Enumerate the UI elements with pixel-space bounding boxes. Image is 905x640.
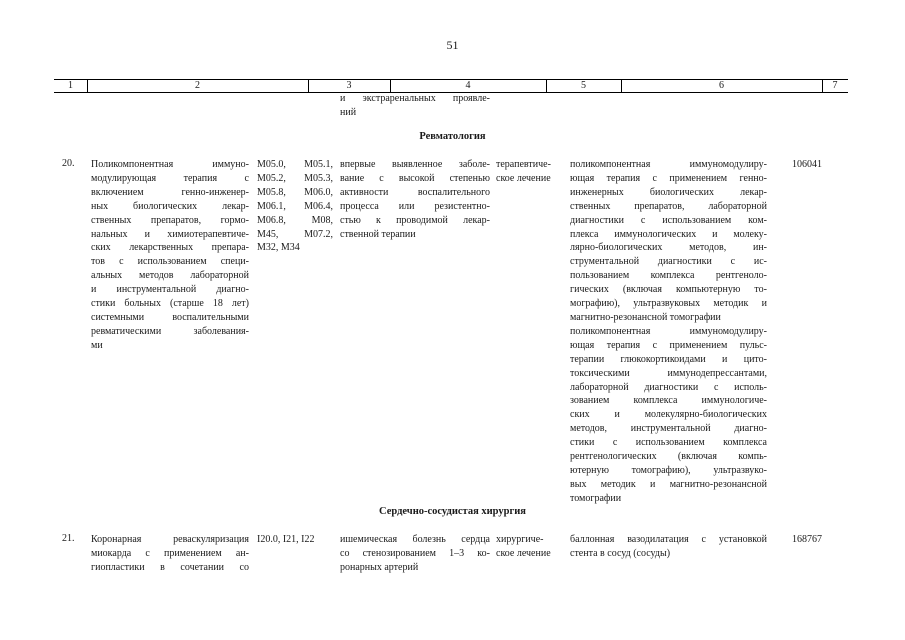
text-line: рентгенологических (включая компь- bbox=[570, 451, 767, 463]
text-line: I20.0, I21, I22 bbox=[257, 534, 315, 545]
text-line: нальных и химиотерапевтиче- bbox=[91, 228, 249, 240]
text-line: 168767 bbox=[792, 534, 822, 545]
text-line: терапевтиче- bbox=[496, 159, 551, 170]
text-line: гических (включая компьютерную то- bbox=[570, 284, 767, 296]
row-20-col4 bbox=[340, 158, 490, 241]
text-line: ственной терапии bbox=[340, 228, 416, 240]
text-line: диагностики с использованием ком- bbox=[570, 214, 767, 226]
text-line: миокарда с применением ан- bbox=[91, 547, 249, 559]
section-title-rheumatology: Ревматология bbox=[419, 131, 486, 142]
text-line: хирургиче- bbox=[496, 534, 544, 545]
text-line: терапии глюкокортикоидами и цито- bbox=[570, 353, 767, 365]
text-line: стью к проводимой лекар- bbox=[340, 214, 490, 226]
text-line: ревматическими заболевания- bbox=[91, 325, 249, 337]
text-line: стики с использованием комплекса bbox=[570, 437, 767, 449]
row-20-col3-icd-codes bbox=[257, 158, 333, 255]
text-line: томографии bbox=[570, 492, 622, 504]
section-title-cardiovascular-surgery: Сердечно-сосудистая хирургия bbox=[379, 506, 526, 517]
text-line: ютерную томографию), ультразвуко- bbox=[570, 464, 767, 476]
text-line: Коронарная реваскуляризация bbox=[91, 534, 249, 545]
column-header-5: 5 bbox=[581, 80, 586, 91]
text-line: поликомпонентная иммуномодулиру- bbox=[570, 159, 767, 170]
text-line: M32, M34 bbox=[257, 242, 300, 254]
text-line: M06.1, M06.4, bbox=[257, 200, 333, 212]
row-20-col7-cost bbox=[792, 158, 842, 172]
text-line: ских лекарственных препара- bbox=[91, 242, 249, 254]
row-21-col6 bbox=[570, 533, 767, 561]
text-line: поликомпонентная иммуномодулиру- bbox=[570, 325, 767, 337]
text-line: тов с использованием специ- bbox=[91, 256, 249, 268]
text-line: процесса или резистентно- bbox=[340, 200, 490, 212]
text-line: со стенозированием 1–3 ко- bbox=[340, 547, 490, 559]
text-line: M45, M07.2, bbox=[257, 228, 333, 240]
text-line: включением генно-инженер- bbox=[91, 186, 249, 198]
row-21-col3-icd-codes bbox=[257, 533, 333, 547]
column-header-2: 2 bbox=[195, 80, 200, 91]
text-line: активности воспалительного bbox=[340, 186, 490, 198]
text-line: 106041 bbox=[792, 159, 822, 170]
column-header-6: 6 bbox=[719, 80, 724, 91]
text-line: M06.8, M08, bbox=[257, 214, 333, 226]
text-line: и экстраренальных проявле- bbox=[340, 93, 490, 104]
row-21-col2 bbox=[91, 533, 249, 575]
text-line: ющая терапия с применением генно- bbox=[570, 172, 767, 184]
text-line: ственных препаратов, лабораторной bbox=[570, 200, 767, 212]
text-line: ственных препаратов, гормо- bbox=[91, 214, 249, 226]
column-header-4: 4 bbox=[465, 80, 471, 91]
text-line: пользованием комплекса рентгеноло- bbox=[570, 270, 767, 282]
text-line: магнитно-резонансной томографии bbox=[570, 311, 721, 323]
text-line: методов, инструментальной диагно- bbox=[570, 423, 767, 435]
text-line: впервые выявленное заболе- bbox=[340, 159, 490, 170]
text-line: струментальной диагностики с ис- bbox=[570, 256, 767, 268]
text-line: ишемическая болезнь сердца bbox=[340, 534, 490, 545]
page-number: 51 bbox=[446, 38, 459, 52]
row-21-col7-cost bbox=[792, 533, 842, 547]
text-line: системными воспалительными bbox=[91, 311, 249, 323]
text-line: мографию), ультразвуковых методик и bbox=[570, 298, 767, 310]
text-line: M05.8, M06.0, bbox=[257, 186, 333, 198]
text-line: стики больных (старше 18 лет) bbox=[91, 298, 249, 310]
continuation-col4 bbox=[340, 92, 490, 120]
text-line: альных методов лабораторной bbox=[91, 270, 249, 282]
row-21-col4 bbox=[340, 533, 490, 575]
column-header-3: 3 bbox=[346, 80, 352, 91]
text-line: M05.2, M05.3, bbox=[257, 172, 333, 184]
text-line: лабораторной диагностики с исполь- bbox=[570, 381, 767, 393]
text-line: модулирующая терапия с bbox=[91, 172, 249, 184]
row-number: 21. bbox=[62, 533, 75, 544]
text-line: M05.0, M05.1, bbox=[257, 159, 333, 170]
text-line: токсическими иммунодепрессантами, bbox=[570, 367, 767, 379]
column-header-1: 1 bbox=[68, 80, 73, 91]
text-line: стента в сосуд (сосуды) bbox=[570, 547, 671, 559]
row-20-col2 bbox=[91, 158, 249, 353]
row-20-col6 bbox=[570, 158, 767, 506]
text-line: вых методик и магнитно-резонансной bbox=[570, 478, 767, 490]
text-line: плекса иммунологических и молеку- bbox=[570, 228, 767, 240]
row-number: 20. bbox=[62, 158, 75, 169]
text-line: инженерных биологических лекар- bbox=[570, 186, 767, 198]
text-line: ных биологических лекар- bbox=[91, 200, 249, 212]
row-21-col5 bbox=[496, 533, 566, 561]
text-line: ронарных артерий bbox=[340, 561, 419, 573]
text-line: вание с высокой степенью bbox=[340, 172, 490, 184]
text-line: Поликомпонентная иммуно- bbox=[91, 159, 249, 170]
text-line: ское лечение bbox=[496, 547, 551, 559]
text-line: ющая терапия с применением пульс- bbox=[570, 339, 767, 351]
text-line: ских и молекулярно-биологических bbox=[570, 409, 767, 421]
text-line: ское лечение bbox=[496, 172, 551, 184]
text-line: баллонная вазодилатация с установкой bbox=[570, 534, 767, 545]
text-line: ми bbox=[91, 339, 103, 351]
text-line: зованием комплекса иммунологиче- bbox=[570, 395, 767, 407]
text-line: и инструментальной диагно- bbox=[91, 284, 249, 296]
column-header-7: 7 bbox=[832, 80, 838, 91]
table-header-row bbox=[54, 79, 848, 93]
text-line: гиопластики в сочетании со bbox=[91, 561, 249, 573]
text-line: ний bbox=[340, 106, 357, 118]
row-20-col5 bbox=[496, 158, 566, 186]
text-line: лярно-биологических методов, ин- bbox=[570, 242, 767, 254]
